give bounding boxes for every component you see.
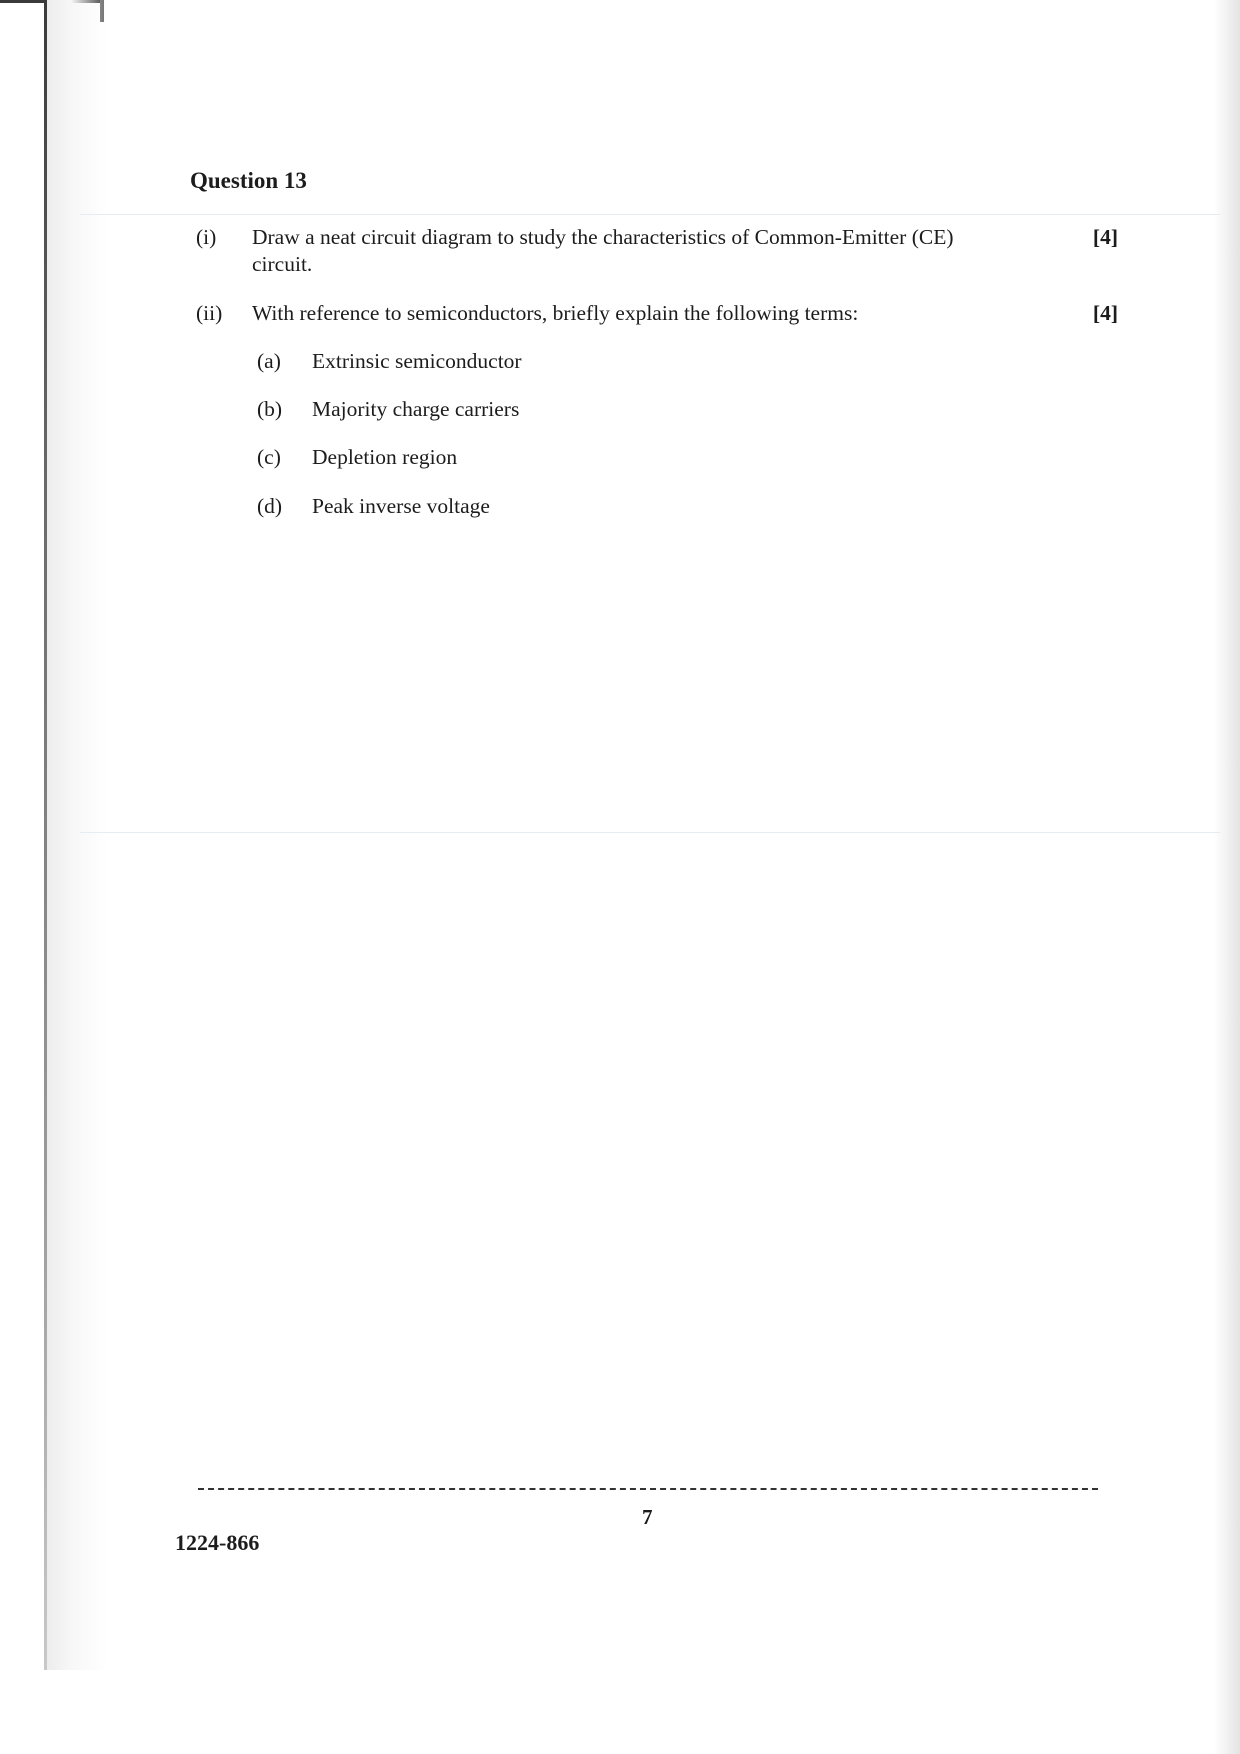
subpart-text: Peak inverse voltage xyxy=(312,494,490,518)
subpart-text: Extrinsic semiconductor xyxy=(312,349,522,373)
part-text-line: With reference to semiconductors, briefly explain the following terms: xyxy=(252,301,859,325)
question-part-ii xyxy=(196,301,1118,326)
subpart-label: (b) xyxy=(257,397,283,421)
subpart-label: (c) xyxy=(257,445,281,469)
marks-label: [4] xyxy=(1092,301,1118,325)
part-text-line: circuit. xyxy=(252,252,313,276)
scan-left-edge xyxy=(44,0,47,1670)
scan-right-shadow xyxy=(1214,0,1240,1754)
question-heading: Question 13 xyxy=(190,168,307,193)
subpart-text: Majority charge carriers xyxy=(312,397,520,421)
subpart-text: Depletion region xyxy=(312,445,458,469)
subpart-item xyxy=(257,397,757,422)
part-number: (i) xyxy=(196,225,217,249)
question-part-i xyxy=(196,225,1118,277)
subpart-item xyxy=(257,445,757,470)
footer-divider xyxy=(198,1488,1098,1490)
marks-label: [4] xyxy=(1092,225,1118,249)
scan-fold-line xyxy=(80,214,1220,215)
paper-code: 1224-866 xyxy=(175,1530,260,1555)
subpart-label: (a) xyxy=(257,349,281,373)
scan-fold-line xyxy=(80,832,1220,833)
page-number: 7 xyxy=(642,1505,653,1529)
subpart-item xyxy=(257,494,757,519)
part-number: (ii) xyxy=(196,301,223,325)
scan-left-shadow xyxy=(47,0,107,1670)
subpart-label: (d) xyxy=(257,494,283,518)
subpart-item xyxy=(257,349,757,374)
part-text-line: Draw a neat circuit diagram to study the characteristics of Common-Emitter (CE) xyxy=(252,225,954,249)
